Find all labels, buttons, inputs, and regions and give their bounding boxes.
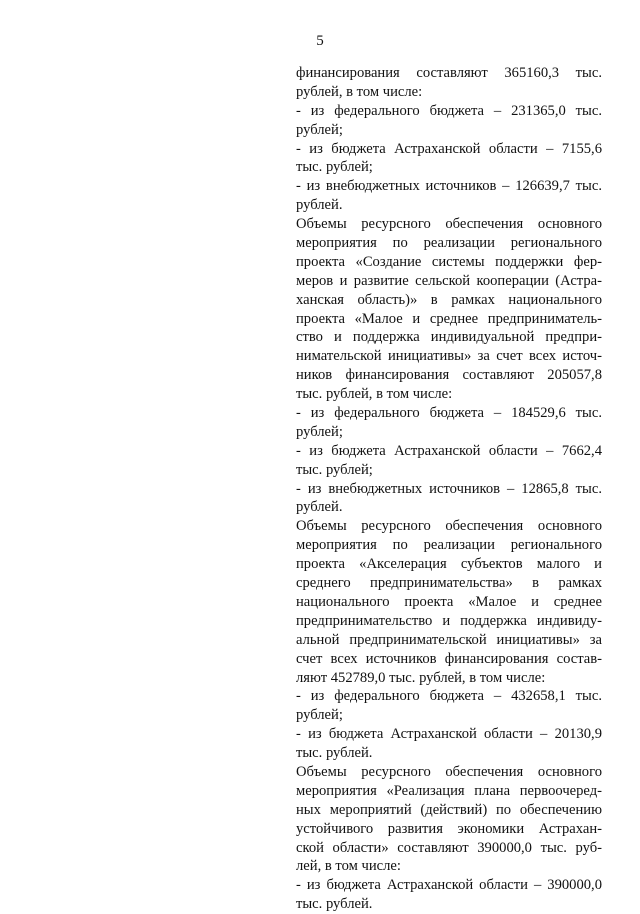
- text-line: счет всех источников финансирования состав-: [296, 650, 602, 667]
- text-line: проекта «Создание системы поддержки фер-: [296, 253, 602, 270]
- text-line: - из федерального бюджета – 231365,0 тыс.: [296, 102, 602, 119]
- text-line: нимательской инициативы» за счет всех источ-: [296, 348, 602, 365]
- text-line: лей, в том числе:: [296, 858, 401, 875]
- text-line: - из федерального бюджета – 432658,1 тыс.: [296, 688, 602, 705]
- text-line: ных мероприятий (действий) по обеспечению: [296, 801, 602, 818]
- text-line: Объемы ресурсного обеспечения основного: [296, 216, 602, 233]
- text-line: национального проекта «Малое и среднее: [296, 593, 602, 610]
- text-line: мероприятия «Реализация плана первоочеред-: [296, 782, 602, 799]
- text-line: - из бюджета Астраханской области – 20130,9: [296, 726, 602, 743]
- text-line: ской области» составляют 390000,0 тыс. руб-: [296, 839, 602, 856]
- text-line: устойчивого развития экономики Астрахан-: [296, 820, 602, 837]
- text-line: рублей.: [296, 197, 343, 214]
- text-line: тыс. рублей.: [296, 896, 373, 913]
- text-line: ство и поддержка индивидуальной предпри-: [296, 329, 602, 346]
- text-line: ханская область)» в рамках национального: [296, 291, 602, 308]
- page-number: 5: [316, 33, 324, 49]
- text-line: Объемы ресурсного обеспечения основного: [296, 518, 602, 535]
- text-line: альной предпринимательской инициативы» за: [296, 631, 602, 648]
- text-line: проекта «Акселерация субъектов малого и: [296, 556, 602, 573]
- text-line: - из внебюджетных источников – 12865,8 тыс.: [296, 480, 602, 497]
- text-line: - из бюджета Астраханской области – 7155,6: [296, 140, 602, 157]
- text-line: - из федерального бюджета – 184529,6 тыс.: [296, 405, 602, 422]
- text-line: - из бюджета Астраханской области – 7662,4: [296, 442, 602, 459]
- text-line: рублей, в том числе:: [296, 83, 423, 100]
- text-line: тыс. рублей;: [296, 159, 373, 176]
- text-line: Объемы ресурсного обеспечения основного: [296, 763, 602, 780]
- text-line: - из бюджета Астраханской области – 390000,0: [296, 877, 602, 894]
- text-line: предпринимательство и поддержка индивиду-: [296, 612, 602, 629]
- text-line: рублей;: [296, 423, 343, 440]
- text-line: проекта «Малое и среднее предприниматель-: [296, 310, 602, 327]
- document-body-column: [296, 64, 602, 914]
- text-line: тыс. рублей.: [296, 745, 373, 762]
- text-line: ляют 452789,0 тыс. рублей, в том числе:: [296, 669, 546, 686]
- text-line: ников финансирования составляют 205057,8: [296, 367, 602, 384]
- text-line: рублей;: [296, 121, 343, 138]
- text-line: мероприятия по реализации регионального: [296, 235, 602, 252]
- text-line: меров и развитие сельской кооперации (Астра-: [296, 272, 602, 289]
- text-line: - из внебюджетных источников – 126639,7 тыс.: [296, 178, 602, 195]
- text-line: среднего предпринимательства» в рамках: [296, 575, 602, 592]
- text-line: мероприятия по реализации регионального: [296, 537, 602, 554]
- text-line: финансирования составляют 365160,3 тыс.: [296, 65, 602, 81]
- text-line: тыс. рублей;: [296, 461, 373, 478]
- text-line: тыс. рублей, в том числе:: [296, 386, 453, 403]
- text-line: рублей.: [296, 499, 343, 516]
- text-line: рублей;: [296, 707, 343, 724]
